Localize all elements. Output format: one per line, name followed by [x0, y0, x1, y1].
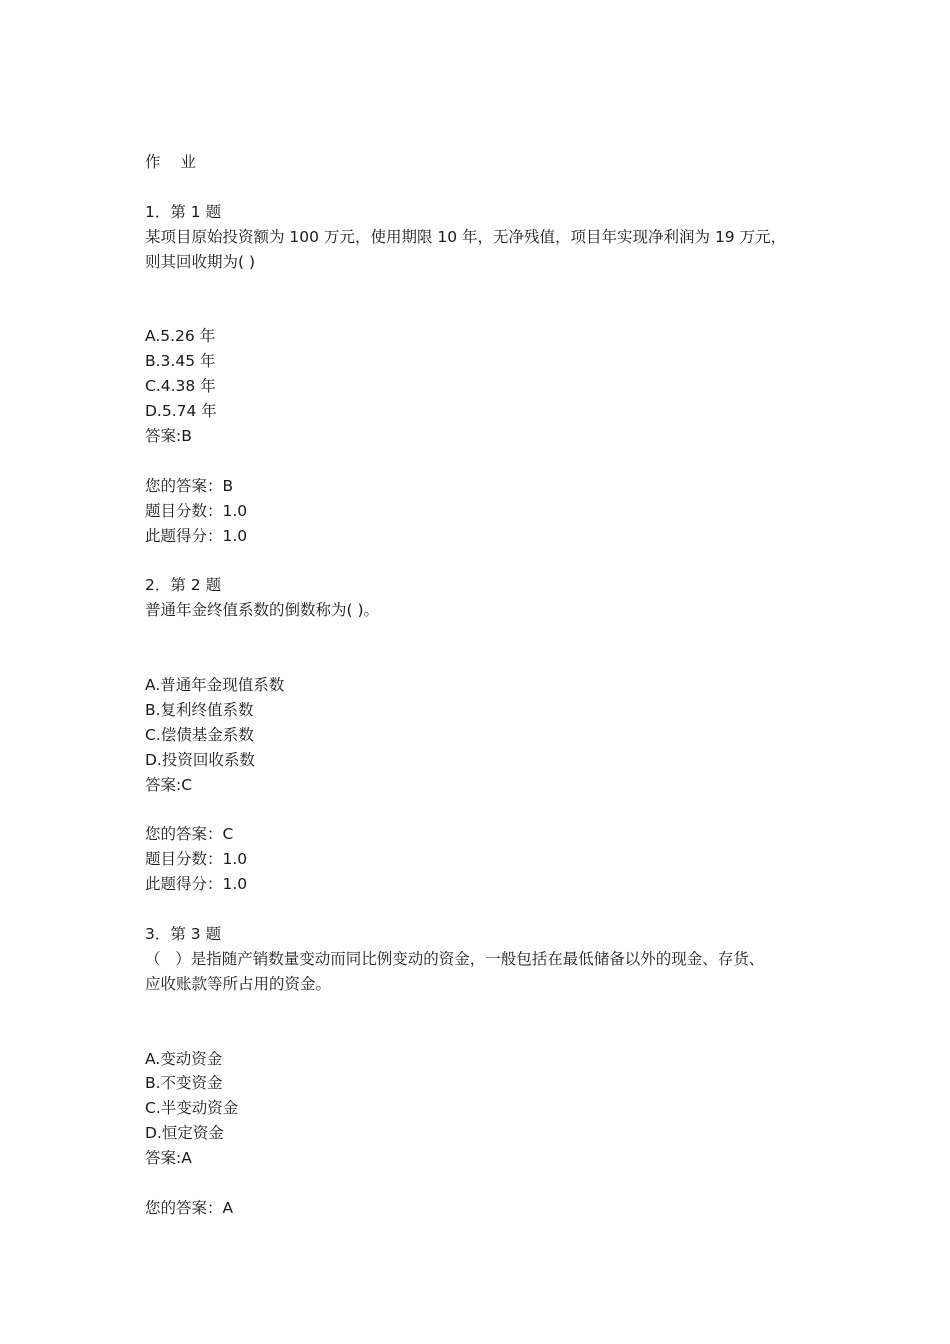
- your-answer: 您的答案：B: [145, 476, 234, 495]
- option-b: B.复利终值系数: [145, 700, 254, 719]
- question-2: [145, 573, 825, 922]
- your-answer: 您的答案：A: [145, 1198, 234, 1217]
- earned-score: 此题得分：1.0: [145, 875, 248, 894]
- option-c: C.偿债基金系数: [145, 725, 254, 744]
- question-3: [145, 922, 825, 1221]
- correct-answer: 答案:C: [145, 775, 193, 794]
- question-heading: 1．第 1 题: [145, 202, 222, 221]
- your-answer: 您的答案：C: [145, 825, 234, 844]
- option-d: D.5.74 年: [145, 402, 217, 421]
- option-c: C.半变动资金: [145, 1099, 239, 1118]
- option-d: D.投资回收系数: [145, 750, 255, 769]
- correct-answer: 答案:A: [145, 1149, 192, 1168]
- title-char-1: 作: [145, 153, 161, 171]
- option-a: A.5.26 年: [145, 327, 216, 346]
- question-stem-line: 应收账款等所占用的资金。: [145, 974, 332, 993]
- option-b: B.3.45 年: [145, 352, 216, 371]
- earned-score: 此题得分：1.0: [145, 526, 248, 545]
- option-b: B.不变资金: [145, 1074, 223, 1093]
- question-1: [145, 200, 825, 574]
- option-d: D.恒定资金: [145, 1124, 224, 1143]
- question-score: 题目分数：1.0: [145, 501, 248, 520]
- document-title: [145, 150, 825, 175]
- option-c: C.4.38 年: [145, 377, 216, 396]
- title-char-2: 业: [180, 153, 197, 171]
- question-stem-line: 普通年金终值系数的倒数称为( )。: [145, 601, 380, 620]
- document-body: [145, 150, 825, 1221]
- question-stem-line: （ ）是指随产销数量变动而同比例变动的资金，一般包括在最低储备以外的现金、存货、: [145, 949, 765, 968]
- option-a: A.普通年金现值系数: [145, 675, 285, 694]
- correct-answer: 答案:B: [145, 426, 192, 445]
- question-score: 题目分数：1.0: [145, 850, 248, 869]
- question-heading: 3．第 3 题: [145, 924, 222, 943]
- question-stem-line: 则其回收期为( ): [145, 252, 256, 271]
- question-heading: 2．第 2 题: [145, 576, 222, 595]
- question-stem-line: 某项目原始投资额为 100 万元，使用期限 10 年，无净残值，项目年实现净利润为 19 万元，: [145, 227, 787, 246]
- option-a: A.变动资金: [145, 1049, 223, 1068]
